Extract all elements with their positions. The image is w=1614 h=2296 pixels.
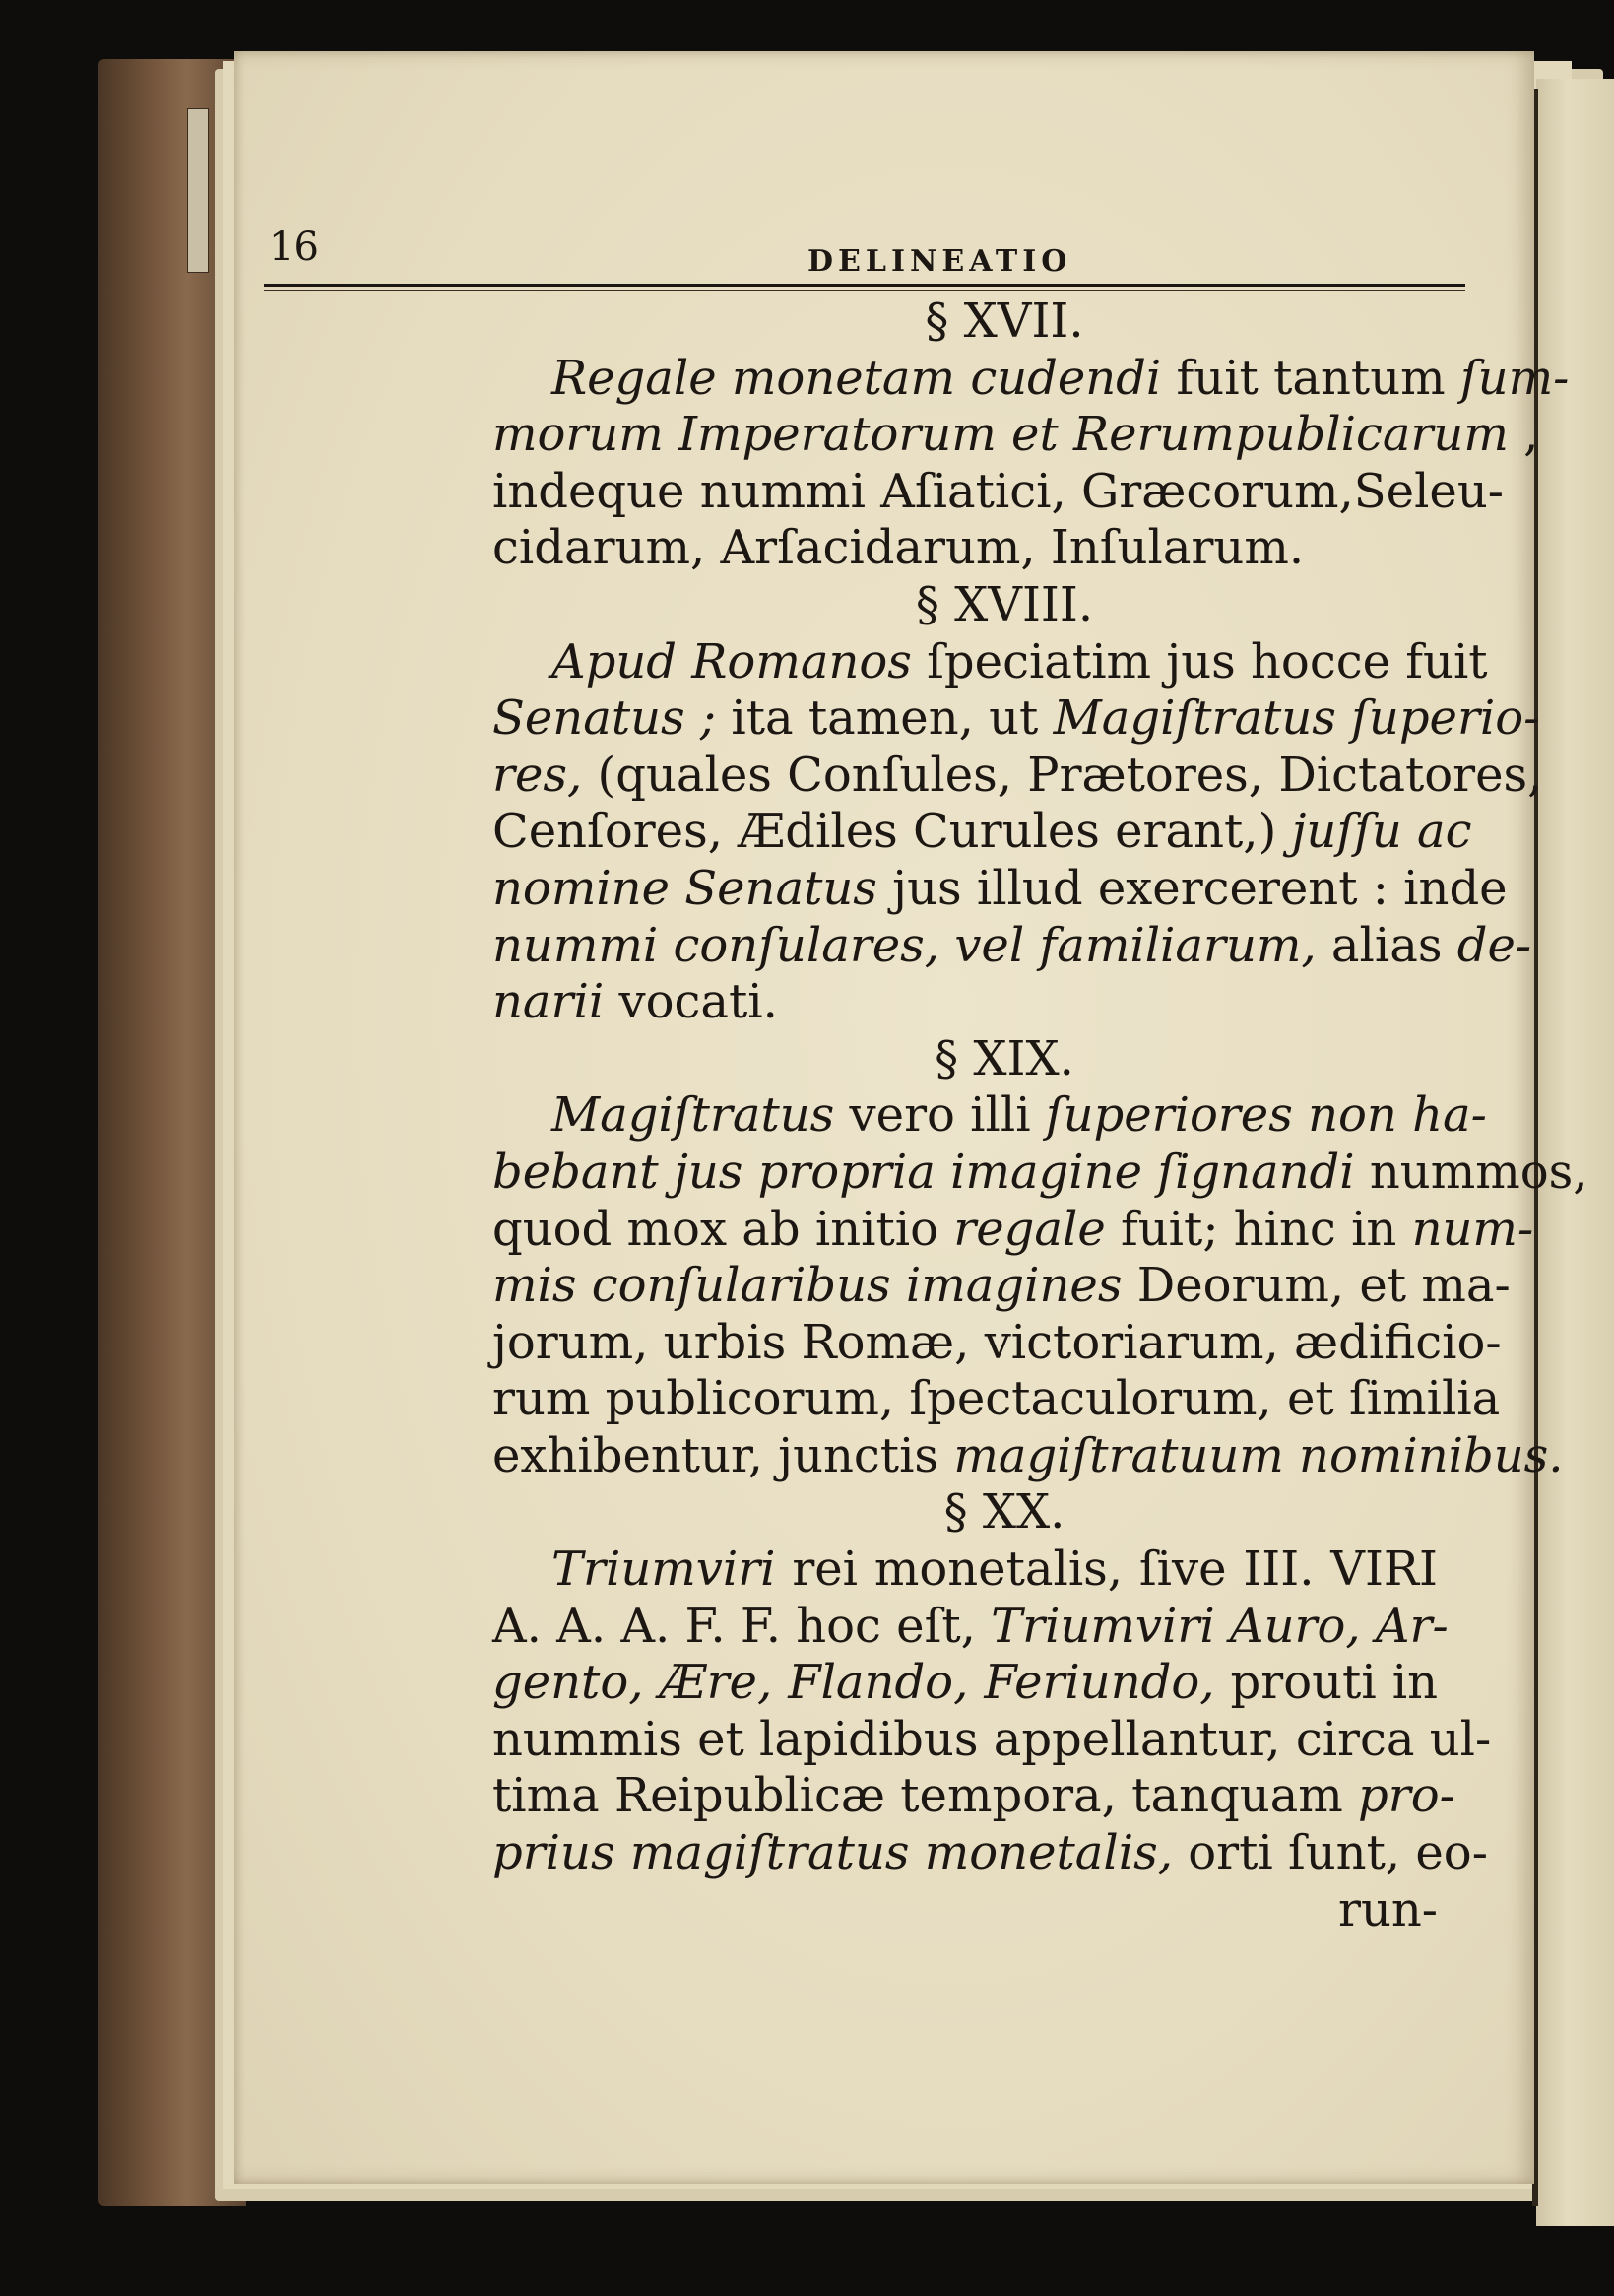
section-heading: § XVII. <box>925 294 1084 349</box>
text-line <box>492 1144 1588 1202</box>
italic-run: ſuperiores non ha- <box>1045 1087 1487 1144</box>
roman-run: fuit tantum <box>1161 350 1460 406</box>
italic-run: nomine Senatus <box>492 860 877 916</box>
text-line <box>492 1371 1501 1428</box>
italic-run: nummi conſulares, vel familiarum, <box>492 917 1317 973</box>
section-heading: § XVIII. <box>915 576 1094 632</box>
italic-run: pro- <box>1358 1768 1455 1824</box>
italic-run: Triumviri <box>551 1542 776 1598</box>
italic-run: res, <box>492 747 583 803</box>
italic-run: morum Imperatorum et Rerumpublicarum <box>492 407 1509 463</box>
roman-run: nummis et lapidibus appellantur, circa ul- <box>492 1711 1492 1767</box>
text-line <box>492 520 1438 577</box>
roman-run: Cenſores, Ædiles Curules erant,) <box>492 804 1292 860</box>
text-line <box>492 1201 1534 1259</box>
roman-run: , <box>1508 407 1539 463</box>
roman-run: tima Reipublicæ tempora, tanquam <box>492 1768 1359 1824</box>
text-line <box>492 860 1508 918</box>
text-line <box>492 463 1504 521</box>
section-heading: § XIX. <box>935 1030 1074 1086</box>
italic-run: bebant jus propria imagine ſignandi <box>492 1144 1355 1200</box>
italic-run: magiſtratuum nominibus. <box>953 1427 1564 1483</box>
roman-run: vocati. <box>604 974 778 1030</box>
roman-run: (quales Conſules, Prætores, Dictatores, <box>582 747 1543 803</box>
text-line <box>492 1542 1438 1599</box>
section-heading: § XX. <box>943 1484 1065 1541</box>
roman-run: indeque nummi Aſiatici, Græcorum,Seleu- <box>492 463 1504 519</box>
roman-run: Deorum, et ma- <box>1122 1258 1511 1314</box>
roman-run: rum publicorum, ſpectaculorum, et ſimilia <box>492 1371 1501 1427</box>
roman-run: cidarum, Arſacidarum, Inſularum. <box>492 520 1305 576</box>
italic-run: narii <box>492 974 605 1030</box>
text-line <box>492 917 1532 975</box>
roman-run: A. A. A. F. F. hoc eſt, <box>492 1598 992 1654</box>
header-rule <box>264 284 1465 287</box>
roman-run: alias <box>1316 917 1457 973</box>
text-line <box>492 1427 1564 1485</box>
text-line <box>492 1711 1492 1769</box>
italic-run: prius magiſtratus monetalis, <box>492 1825 1173 1881</box>
roman-run: ſpeciatim jus hocce fuit <box>911 633 1488 689</box>
roman-run: orti ſunt, eo- <box>1172 1825 1488 1881</box>
roman-run: prouti in <box>1214 1655 1439 1711</box>
italic-run: gento, Ære, Flando, Feriundo, <box>492 1655 1215 1711</box>
roman-run: nummos, <box>1354 1144 1588 1200</box>
italic-run: num- <box>1411 1201 1534 1257</box>
page-body <box>492 294 1588 1938</box>
text-line <box>492 1087 1487 1145</box>
roman-run: jorum, urbis Romæ, victoriarum, ædificio- <box>492 1314 1502 1370</box>
roman-run: fuit; hinc in <box>1105 1201 1412 1257</box>
text-line <box>492 690 1540 748</box>
italic-run: Magiſtratus <box>551 1087 835 1144</box>
text-line <box>492 1768 1455 1825</box>
roman-run: quod mox ab initio <box>492 1201 954 1257</box>
roman-run: ita tamen, ut <box>716 690 1054 747</box>
text-line <box>492 747 1543 805</box>
catchword: run- <box>1338 1881 1438 1937</box>
text-line <box>492 1258 1511 1315</box>
text-line <box>492 1598 1449 1656</box>
italic-run: regale <box>953 1201 1106 1257</box>
roman-run: exhibentur, junctis <box>492 1427 954 1483</box>
italic-run: juſſu ac <box>1291 804 1472 860</box>
italic-run: de- <box>1456 917 1532 973</box>
italic-run: Apud Romanos <box>551 633 912 689</box>
italic-run: Regale monetam cudendi <box>551 350 1162 406</box>
text-line <box>492 407 1539 464</box>
italic-run: Senatus ; <box>492 690 717 747</box>
page-number: 16 <box>269 225 319 270</box>
text-line <box>492 1314 1502 1372</box>
text-line <box>492 633 1488 691</box>
header-rule-thin <box>264 290 1465 291</box>
italic-run: ſum- <box>1459 350 1570 406</box>
roman-run: jus illud exercerent : inde <box>876 860 1508 916</box>
text-line <box>492 974 1438 1031</box>
italic-run: Triumviri Auro, Ar- <box>991 1598 1449 1654</box>
roman-run: vero illi <box>834 1087 1046 1144</box>
italic-run: mis conſularibus imagines <box>492 1258 1123 1314</box>
roman-run: rei monetalis, ſive III. VIRI <box>775 1542 1438 1598</box>
binding-label <box>187 108 209 273</box>
text-line <box>492 1655 1438 1712</box>
text-line <box>492 1825 1488 1882</box>
running-title: DELINEATIO <box>807 244 1072 279</box>
italic-run: Magiſtratus ſuperio- <box>1053 690 1540 747</box>
text-line <box>492 804 1472 861</box>
text-line <box>492 350 1570 408</box>
